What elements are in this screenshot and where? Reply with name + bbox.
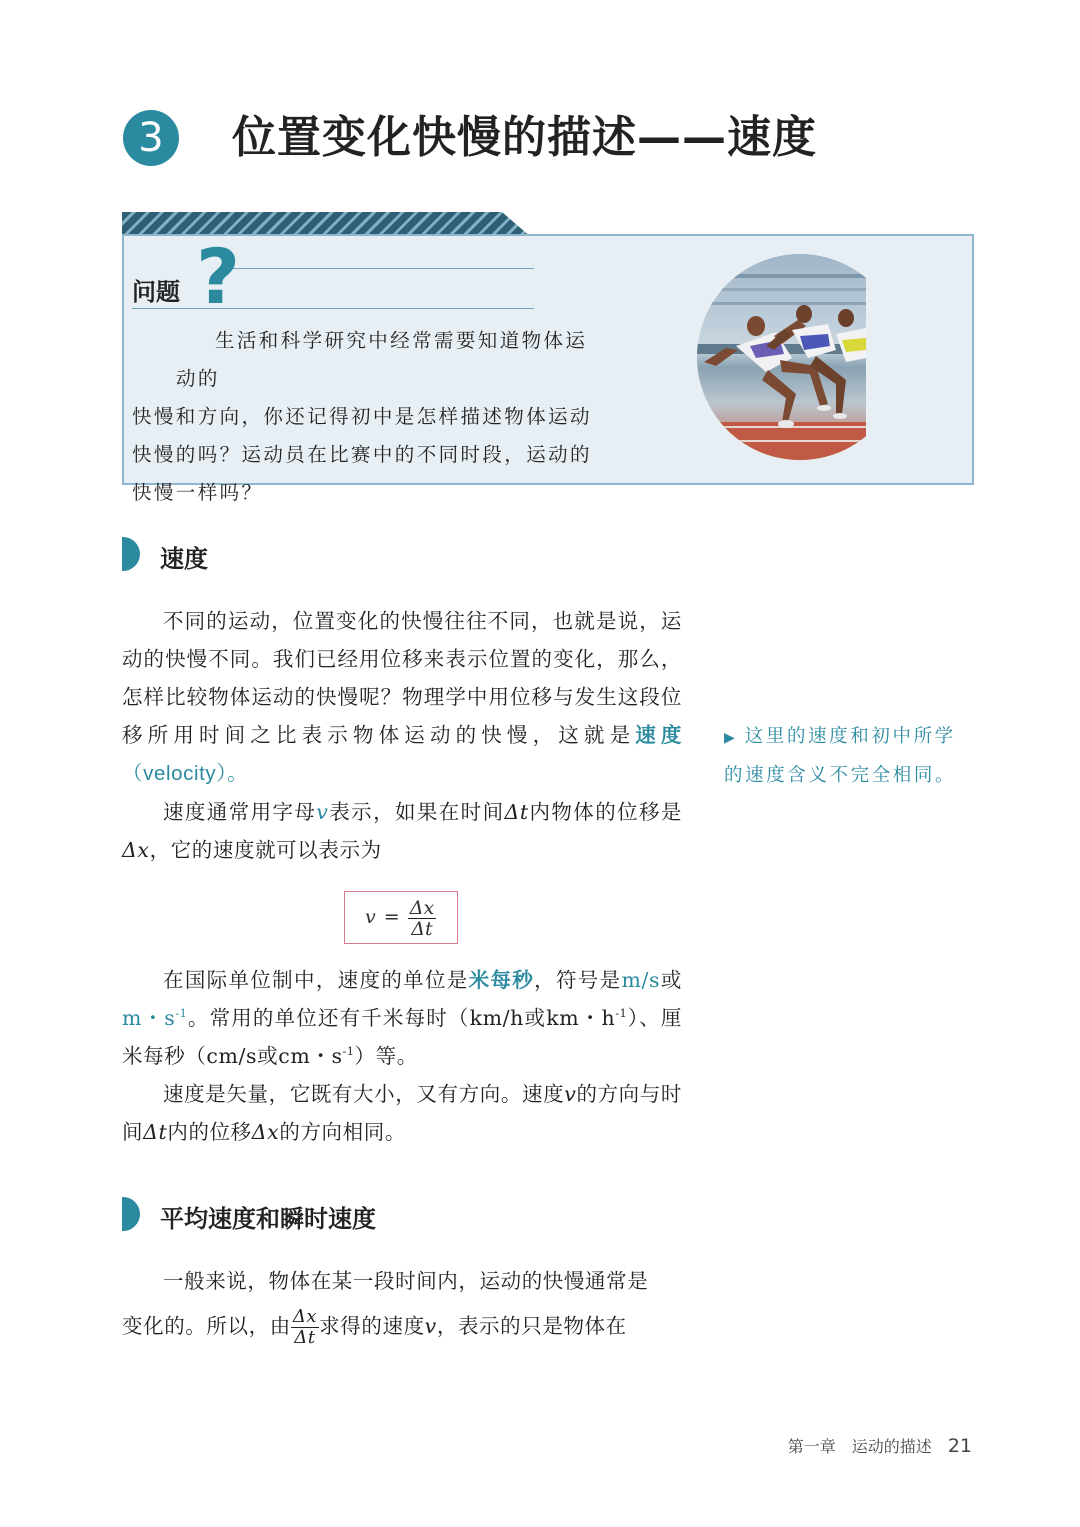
- paragraph: [122, 961, 682, 1075]
- text-run: 的方向与时间: [122, 1082, 683, 1144]
- page-footer: [788, 1434, 972, 1457]
- unit-symbol: m/s: [621, 968, 661, 992]
- paragraph: [122, 602, 682, 793]
- formula-fraction: [408, 898, 436, 939]
- text-run: ，它的速度就可以表示为: [149, 838, 382, 862]
- unit-exponent: -1: [342, 1045, 355, 1059]
- section-number-badge: 3: [123, 110, 179, 166]
- side-note-line: 的速度含义不完全相同。: [724, 765, 957, 786]
- unit-symbol: m・s: [122, 1006, 176, 1030]
- subheading-speed: 速度: [160, 545, 208, 573]
- formula-denominator: Δt: [411, 917, 433, 940]
- average-body: [122, 1262, 682, 1352]
- section-title: 位置变化快慢的描述——速度: [232, 112, 817, 163]
- text-run: 速度通常用字母: [163, 800, 317, 824]
- text-run: 内物体的位移是: [528, 800, 683, 824]
- unit-exponent: -1: [175, 1007, 188, 1021]
- text-run: ，表示的只是物体在: [436, 1314, 627, 1338]
- question-rule-top: [232, 268, 534, 269]
- velocity-formula: [344, 891, 458, 944]
- fraction-denominator: Δt: [294, 1327, 316, 1348]
- term-velocity: 速度: [635, 723, 682, 747]
- symbol-dt: Δt: [143, 1120, 168, 1144]
- subheading-marker: [122, 1197, 140, 1231]
- term-meters-per-second: 米每秒: [468, 968, 535, 992]
- question-text: [132, 322, 602, 512]
- text-run: 求得的速度: [319, 1314, 425, 1338]
- question-line: 快慢一样吗？: [132, 481, 264, 504]
- text-run: 变化的。所以，由: [122, 1314, 291, 1338]
- text-run: 不同的运动，位置变化的快慢往往不同，也就是说，运动的快慢不同。我们已经用位移来表示位置的变化，那么，怎样比较物体运动的快慢呢？物理学中用位移与发生这段位移所用时间之比表示物体运动的快慢，这就是: [122, 609, 682, 747]
- text-run: 在国际单位制中，速度的单位是: [163, 968, 469, 992]
- paragraph: 一般来说，物体在某一段时间内，运动的快慢通常是: [163, 1269, 649, 1293]
- text-run: 这里的速度和初中所学: [744, 726, 956, 747]
- subheading-average-instantaneous: 平均速度和瞬时速度: [160, 1205, 376, 1233]
- question-rule-bottom: [132, 308, 534, 309]
- paragraph: [122, 1075, 682, 1151]
- text-run: （: [122, 761, 144, 785]
- question-line: 快慢和方向，你还记得初中是怎样描述物体运动: [132, 405, 592, 428]
- speed-body: [122, 602, 682, 869]
- inline-fraction: [291, 1307, 319, 1348]
- text-run: 表示，如果在时间: [328, 800, 505, 824]
- question-line: 快慢的吗？运动员在比赛中的不同时段，运动的: [132, 443, 592, 466]
- formula-lhs: v: [365, 906, 376, 928]
- text-run: ，符号是: [534, 968, 622, 992]
- question-label: 问题: [132, 278, 180, 306]
- question-mark-icon: ?: [196, 232, 241, 321]
- text-run: ）、厘米每秒（cm/s或cm・s: [122, 1006, 682, 1068]
- chapter-label: 第一章 运动的描述: [787, 1437, 932, 1456]
- text-run: ）。: [216, 761, 249, 785]
- question-line: 生活和科学研究中经常需要知道物体运动的: [176, 329, 588, 390]
- side-note: [724, 718, 984, 794]
- text-run: 速度是矢量，它既有大小，又有方向。速度: [163, 1082, 565, 1106]
- unit-exponent: -1: [615, 1007, 628, 1021]
- fraction-numerator: Δx: [292, 1306, 318, 1327]
- text-run: 内的位移: [167, 1120, 252, 1144]
- symbol-v: v: [564, 1082, 577, 1106]
- page-number: 21: [947, 1435, 972, 1457]
- paragraph: [122, 1300, 682, 1352]
- side-note-line: [724, 718, 984, 757]
- paragraph: [122, 793, 682, 869]
- formula-equals: =: [383, 906, 400, 928]
- term-english: velocity: [143, 762, 217, 785]
- text-run: 。常用的单位还有千米每时（km/h或km・h: [187, 1006, 616, 1030]
- symbol-dx: Δx: [122, 838, 150, 862]
- formula-numerator: Δx: [409, 896, 435, 919]
- symbol-dx: Δx: [251, 1120, 280, 1144]
- symbol-v: v: [424, 1314, 437, 1338]
- sprinters-photo: [696, 254, 866, 460]
- subheading-marker: [122, 537, 140, 571]
- symbol-v: v: [316, 800, 329, 824]
- text-run: ）等。: [354, 1044, 418, 1068]
- triangle-icon: ▶: [724, 730, 735, 746]
- text-run: 的方向相同。: [279, 1120, 406, 1144]
- symbol-dt: Δt: [504, 800, 529, 824]
- text-run: 或: [660, 968, 682, 992]
- units-body: [122, 961, 682, 1151]
